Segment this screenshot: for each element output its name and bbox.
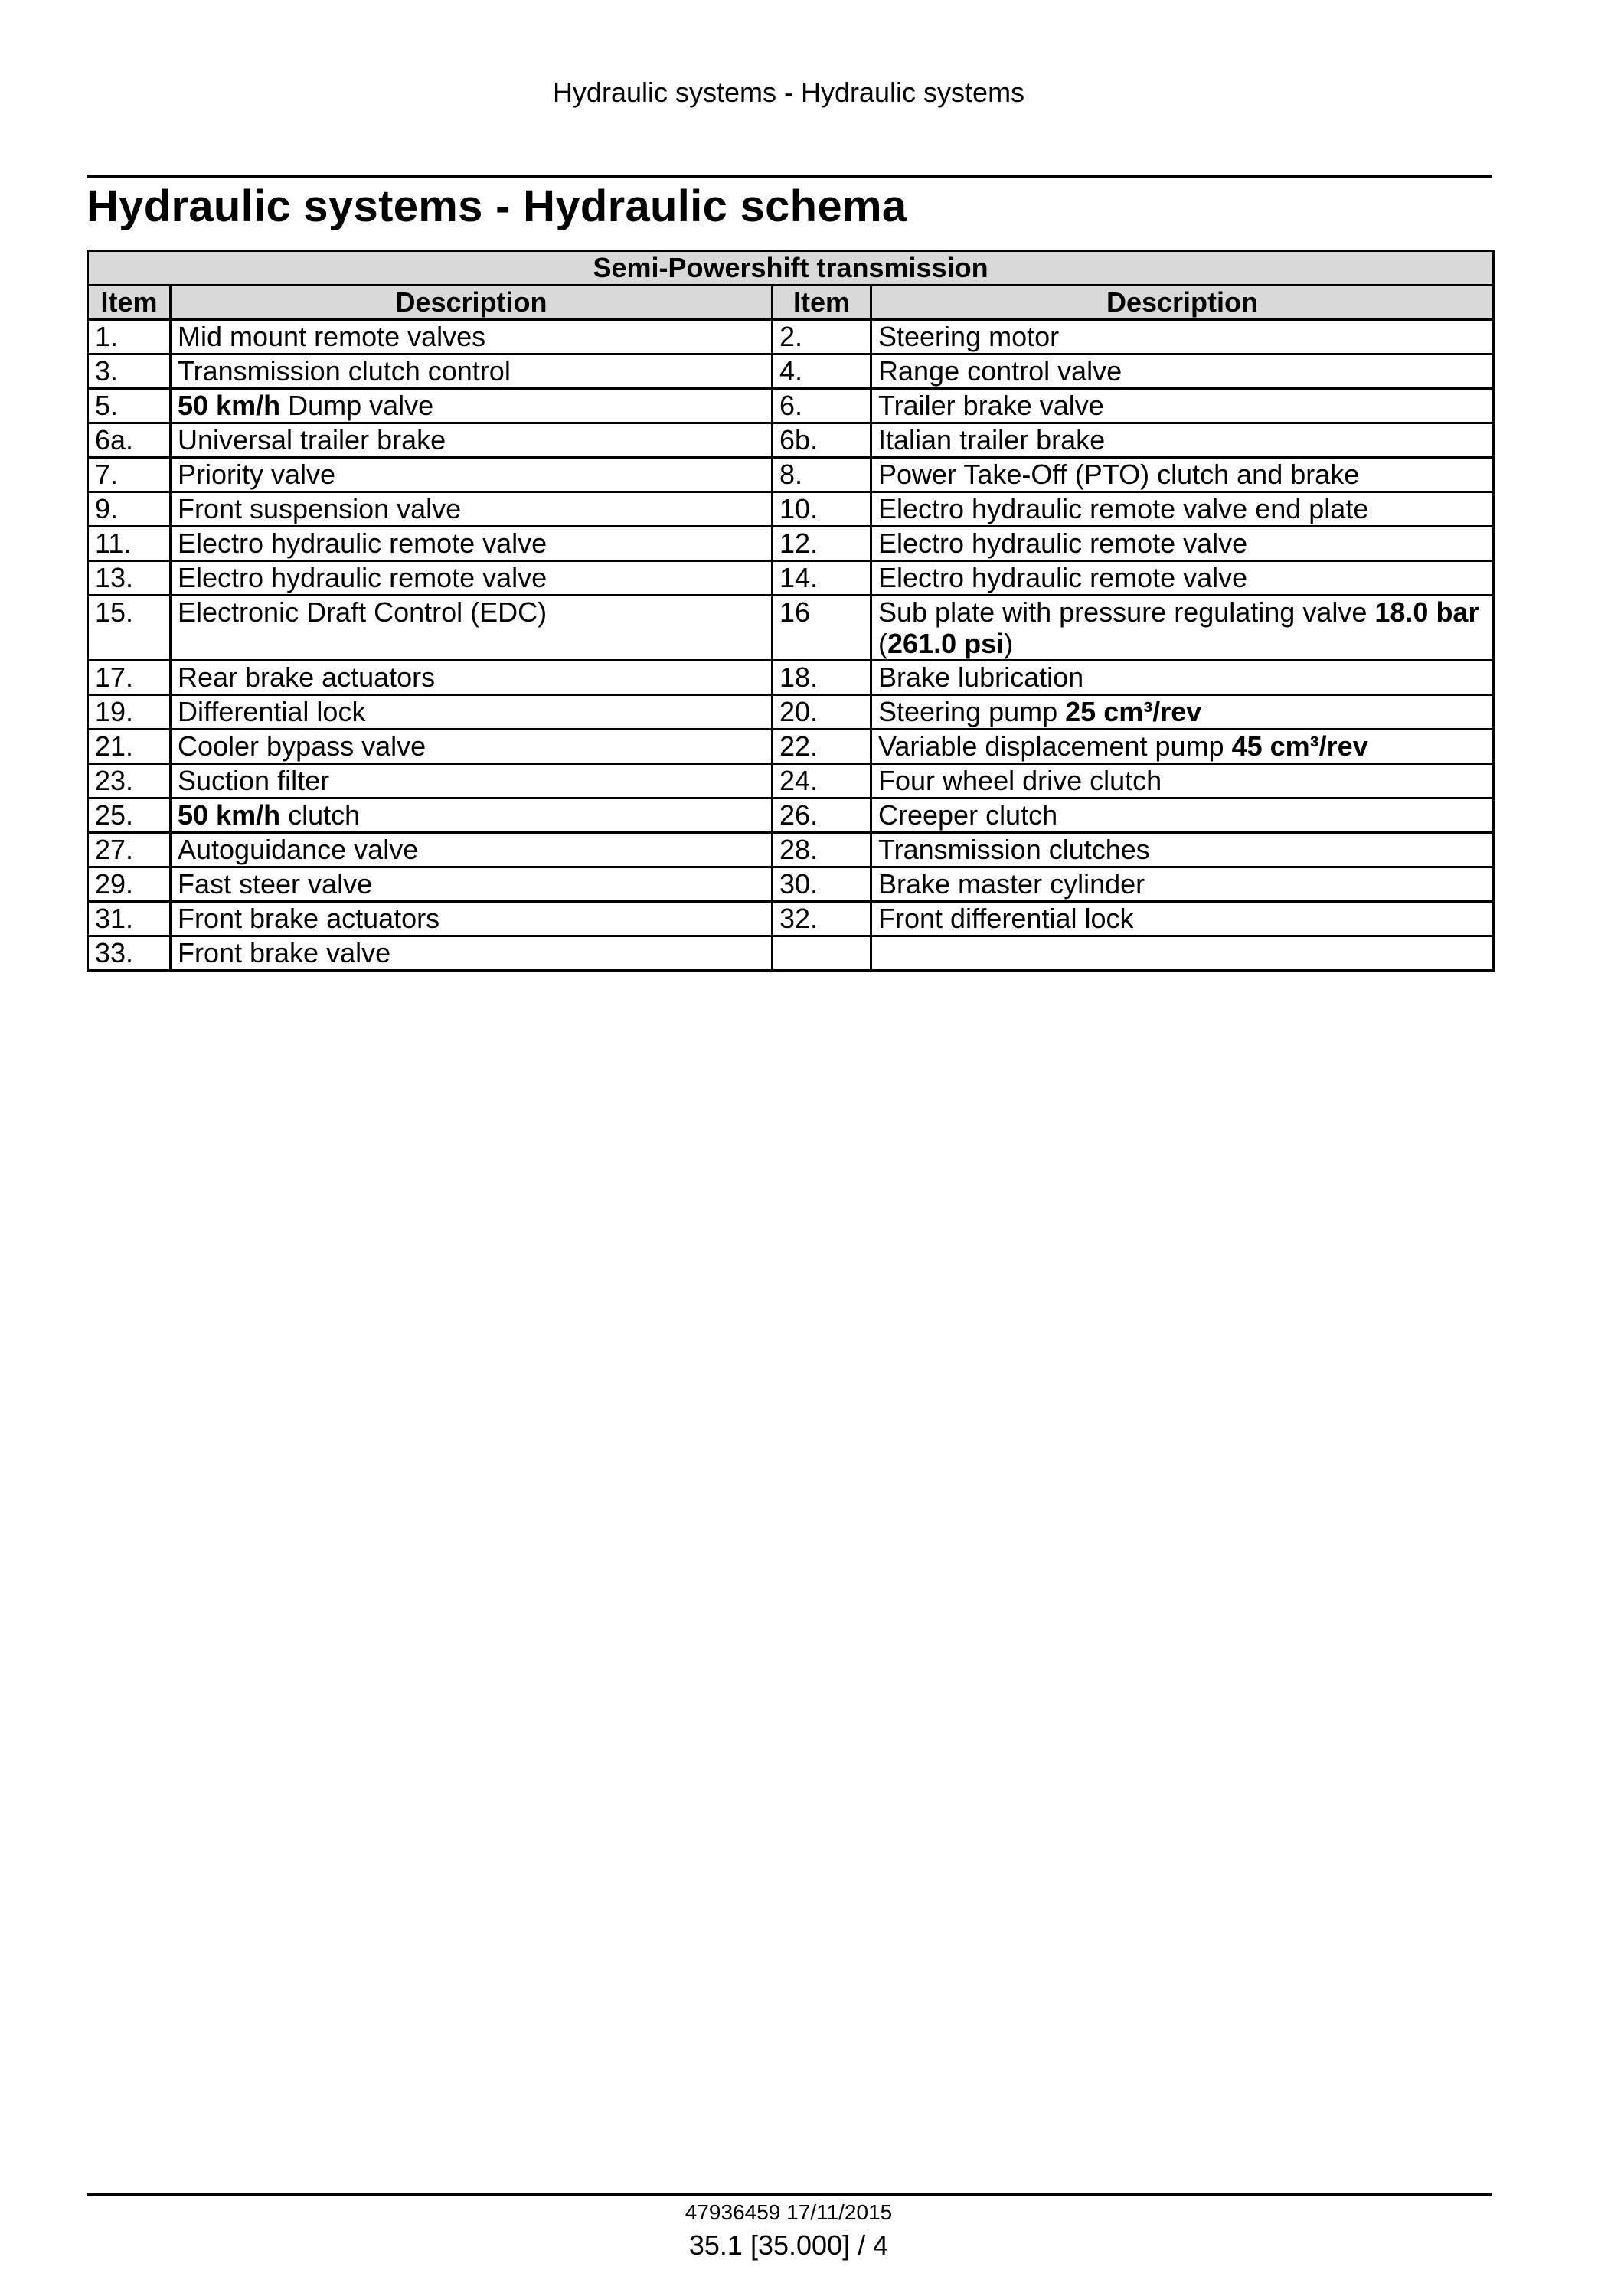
text-run: 5. bbox=[95, 390, 119, 421]
table-row bbox=[88, 354, 1494, 389]
item-number-cell bbox=[88, 867, 171, 902]
description-cell bbox=[871, 596, 1494, 661]
description-cell bbox=[171, 320, 773, 354]
item-number-cell bbox=[88, 799, 171, 833]
text-run: Variable displacement pump bbox=[878, 730, 1232, 762]
item-number-cell bbox=[88, 527, 171, 561]
description-cell bbox=[171, 799, 773, 833]
text-run: 28. bbox=[779, 834, 819, 865]
text-run: 14. bbox=[779, 562, 819, 593]
item-number-cell bbox=[773, 936, 871, 971]
description-cell bbox=[871, 389, 1494, 423]
item-number-cell bbox=[773, 423, 871, 458]
header-description-left: Description bbox=[171, 286, 773, 320]
page-number: 35.1 [35.000] / 4 bbox=[688, 2229, 889, 2261]
document-reference: 47936459 17/11/2015 bbox=[685, 2200, 893, 2224]
description-cell bbox=[871, 527, 1494, 561]
text-run: Differential lock bbox=[178, 696, 366, 727]
item-number-cell bbox=[773, 764, 871, 799]
text-run: 16 bbox=[779, 596, 811, 628]
text-run: Electro hydraulic remote valve bbox=[878, 562, 1248, 593]
text-run: 6. bbox=[779, 390, 803, 421]
text-run: Electronic Draft Control (EDC) bbox=[178, 596, 547, 628]
description-cell bbox=[871, 902, 1494, 936]
text-run: Electro hydraulic remote valve bbox=[878, 527, 1248, 559]
page-title: Hydraulic systems - Hydraulic schema bbox=[87, 181, 907, 231]
text-run: Priority valve bbox=[178, 459, 336, 490]
description-cell bbox=[171, 423, 773, 458]
text-run: 12. bbox=[779, 527, 819, 559]
item-number-cell bbox=[88, 561, 171, 596]
item-number-cell bbox=[88, 902, 171, 936]
text-run: 1. bbox=[95, 321, 119, 352]
table-row bbox=[88, 527, 1494, 561]
text-run: 20. bbox=[779, 696, 819, 727]
text-run: ( bbox=[878, 628, 887, 659]
emphasis-value: 18.0 bar bbox=[1374, 596, 1479, 628]
text-run: 30. bbox=[779, 868, 819, 900]
text-run: 29. bbox=[95, 868, 134, 900]
table-row bbox=[88, 730, 1494, 764]
description-cell bbox=[871, 799, 1494, 833]
text-run: 7. bbox=[95, 459, 119, 490]
text-run: Trailer brake valve bbox=[878, 390, 1104, 421]
text-run: 18. bbox=[779, 661, 819, 693]
text-run: 25. bbox=[95, 799, 134, 831]
hydraulic-schema-table bbox=[87, 250, 1495, 972]
item-number-cell bbox=[773, 833, 871, 867]
text-run: 23. bbox=[95, 765, 134, 796]
text-run: Front suspension valve bbox=[178, 493, 462, 524]
description-cell bbox=[171, 492, 773, 527]
text-run: ) bbox=[1004, 628, 1014, 659]
description-cell bbox=[171, 867, 773, 902]
description-cell bbox=[871, 695, 1494, 730]
text-run: Electro hydraulic remote valve bbox=[178, 562, 547, 593]
text-run: Electro hydraulic remote valve bbox=[178, 527, 547, 559]
item-number-cell bbox=[773, 730, 871, 764]
emphasis-value: 50 km/h bbox=[178, 799, 281, 831]
text-run: Fast steer valve bbox=[178, 868, 373, 900]
description-cell bbox=[171, 389, 773, 423]
text-run: 26. bbox=[779, 799, 819, 831]
item-number-cell bbox=[773, 389, 871, 423]
text-run: Front differential lock bbox=[878, 903, 1134, 934]
table-row bbox=[88, 389, 1494, 423]
item-number-cell bbox=[773, 527, 871, 561]
text-run: 10. bbox=[779, 493, 819, 524]
description-cell bbox=[171, 354, 773, 389]
description-cell bbox=[871, 320, 1494, 354]
description-cell bbox=[871, 936, 1494, 971]
item-number-cell bbox=[773, 695, 871, 730]
item-number-cell bbox=[88, 320, 171, 354]
text-run: 27. bbox=[95, 834, 134, 865]
header-description-right: Description bbox=[871, 286, 1494, 320]
text-run: 4. bbox=[779, 355, 803, 387]
text-run: 33. bbox=[95, 937, 134, 968]
title-rule bbox=[87, 175, 1492, 178]
description-cell bbox=[171, 936, 773, 971]
table-row bbox=[88, 661, 1494, 695]
item-number-cell bbox=[88, 730, 171, 764]
item-number-cell bbox=[773, 458, 871, 492]
table-row bbox=[88, 492, 1494, 527]
table-row bbox=[88, 458, 1494, 492]
header-item-right: Item bbox=[773, 286, 871, 320]
emphasis-value: 261.0 psi bbox=[887, 628, 1005, 659]
emphasis-value: 45 cm³/rev bbox=[1231, 730, 1368, 762]
text-run: Brake lubrication bbox=[878, 661, 1084, 693]
text-run: 15. bbox=[95, 596, 134, 628]
text-run: 31. bbox=[95, 903, 134, 934]
text-run: 17. bbox=[95, 661, 134, 693]
text-run: Transmission clutches bbox=[878, 834, 1150, 865]
text-run: Cooler bypass valve bbox=[178, 730, 426, 762]
item-number-cell bbox=[88, 389, 171, 423]
item-number-cell bbox=[773, 561, 871, 596]
item-number-cell bbox=[88, 661, 171, 695]
text-run: 24. bbox=[779, 765, 819, 796]
text-run: Italian trailer brake bbox=[878, 424, 1106, 456]
table-row bbox=[88, 867, 1494, 902]
item-number-cell bbox=[88, 833, 171, 867]
item-number-cell bbox=[773, 354, 871, 389]
emphasis-value: 50 km/h bbox=[178, 390, 281, 421]
text-run: 3. bbox=[95, 355, 119, 387]
description-cell bbox=[871, 730, 1494, 764]
text-run: Suction filter bbox=[178, 765, 330, 796]
table-row bbox=[88, 695, 1494, 730]
item-number-cell bbox=[88, 423, 171, 458]
text-run: Four wheel drive clutch bbox=[878, 765, 1162, 796]
text-run: Brake master cylinder bbox=[878, 868, 1145, 900]
item-number-cell bbox=[88, 354, 171, 389]
header-item-left: Item bbox=[88, 286, 171, 320]
description-cell bbox=[871, 423, 1494, 458]
description-cell bbox=[171, 661, 773, 695]
text-run: Front brake actuators bbox=[178, 903, 440, 934]
description-cell bbox=[871, 764, 1494, 799]
text-run: Steering motor bbox=[878, 321, 1060, 352]
item-number-cell bbox=[773, 661, 871, 695]
text-run: clutch bbox=[280, 799, 361, 831]
text-run: Sub plate with pressure regulating valve bbox=[878, 596, 1375, 628]
description-cell bbox=[871, 867, 1494, 902]
item-number-cell bbox=[773, 596, 871, 661]
description-cell bbox=[871, 492, 1494, 527]
description-cell bbox=[871, 354, 1494, 389]
table-row bbox=[88, 764, 1494, 799]
table-row bbox=[88, 423, 1494, 458]
item-number-cell bbox=[773, 799, 871, 833]
table-row bbox=[88, 902, 1494, 936]
text-run: 19. bbox=[95, 696, 134, 727]
emphasis-value: 25 cm³/rev bbox=[1065, 696, 1202, 727]
text-run: 6a. bbox=[95, 424, 134, 456]
item-number-cell bbox=[773, 902, 871, 936]
description-cell bbox=[171, 596, 773, 661]
text-run: Range control valve bbox=[878, 355, 1122, 387]
item-number-cell bbox=[88, 492, 171, 527]
text-run: Universal trailer brake bbox=[178, 424, 446, 456]
text-run: 22. bbox=[779, 730, 819, 762]
running-header: Hydraulic systems - Hydraulic systems bbox=[552, 77, 1025, 108]
description-cell bbox=[171, 902, 773, 936]
table-row bbox=[88, 936, 1494, 971]
text-run: Transmission clutch control bbox=[178, 355, 511, 387]
description-cell bbox=[171, 764, 773, 799]
text-run: Creeper clutch bbox=[878, 799, 1058, 831]
footer-rule bbox=[87, 2193, 1492, 2196]
description-cell bbox=[171, 561, 773, 596]
description-cell bbox=[171, 833, 773, 867]
description-cell bbox=[871, 458, 1494, 492]
description-cell bbox=[171, 527, 773, 561]
item-number-cell bbox=[88, 764, 171, 799]
text-run: 9. bbox=[95, 493, 119, 524]
item-number-cell bbox=[88, 936, 171, 971]
description-cell bbox=[171, 458, 773, 492]
item-number-cell bbox=[773, 492, 871, 527]
text-run: Front brake valve bbox=[178, 937, 391, 968]
text-run: Electro hydraulic remote valve end plate bbox=[878, 493, 1369, 524]
item-number-cell bbox=[88, 596, 171, 661]
table-row bbox=[88, 320, 1494, 354]
text-run: 8. bbox=[779, 459, 803, 490]
description-cell bbox=[171, 730, 773, 764]
text-run: Steering pump bbox=[878, 696, 1066, 727]
item-number-cell bbox=[88, 458, 171, 492]
item-number-cell bbox=[773, 320, 871, 354]
item-number-cell bbox=[88, 695, 171, 730]
table-body bbox=[88, 320, 1494, 971]
table-row bbox=[88, 833, 1494, 867]
item-number-cell bbox=[773, 867, 871, 902]
description-cell bbox=[171, 695, 773, 730]
description-cell bbox=[871, 661, 1494, 695]
text-run: 11. bbox=[95, 527, 132, 559]
table-caption: Semi-Powershift transmission bbox=[88, 251, 1494, 286]
text-run: Mid mount remote valves bbox=[178, 321, 486, 352]
table-row bbox=[88, 799, 1494, 833]
text-run: Power Take-Off (PTO) clutch and brake bbox=[878, 459, 1360, 490]
text-run: Autoguidance valve bbox=[178, 834, 419, 865]
text-run: 21. bbox=[95, 730, 134, 762]
text-run: 2. bbox=[779, 321, 803, 352]
text-run: Dump valve bbox=[280, 390, 434, 421]
table-row bbox=[88, 596, 1494, 661]
description-cell bbox=[871, 561, 1494, 596]
text-run: 6b. bbox=[779, 424, 819, 456]
text-run: 13. bbox=[95, 562, 134, 593]
text-run: Rear brake actuators bbox=[178, 661, 436, 693]
description-cell bbox=[871, 833, 1494, 867]
text-run: 32. bbox=[779, 903, 819, 934]
table-row bbox=[88, 561, 1494, 596]
